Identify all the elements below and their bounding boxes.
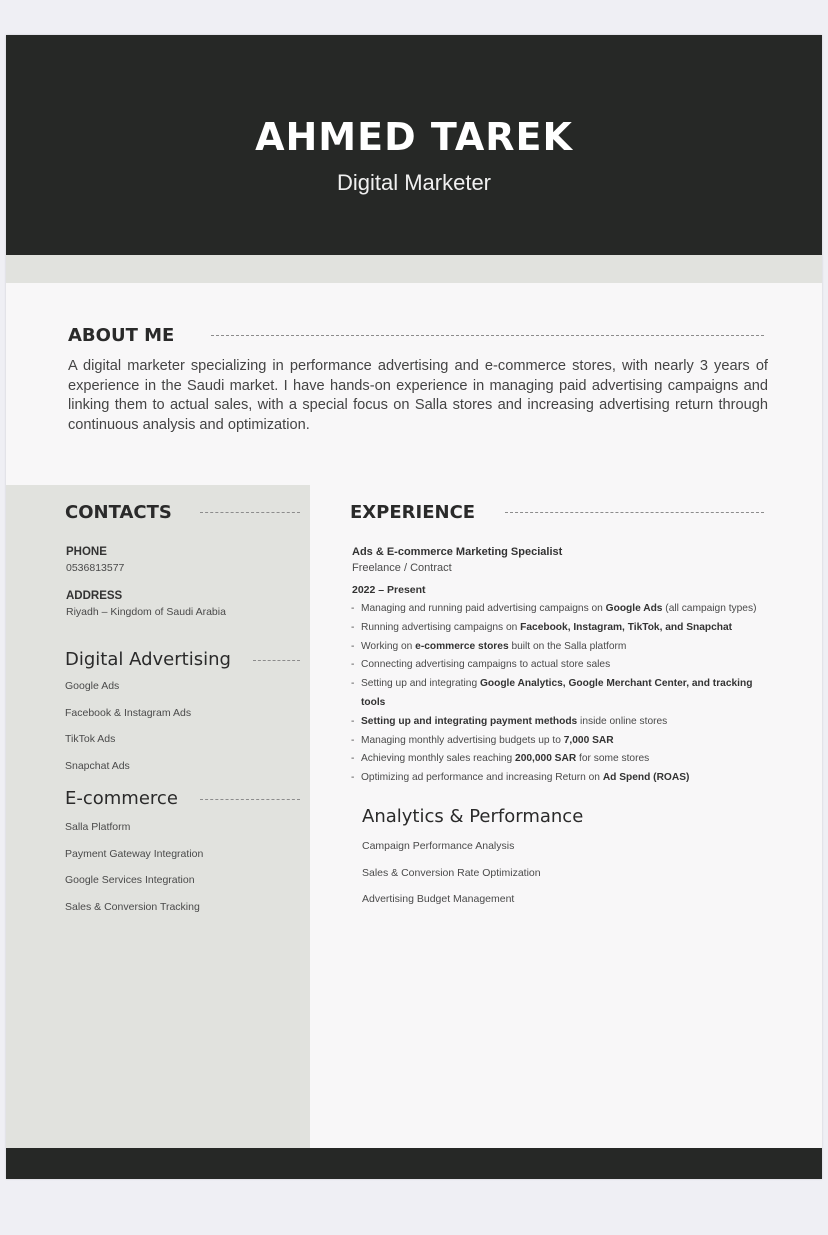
sidebar <box>6 485 310 1148</box>
list-item: - Working on e-commerce stores built on the Salla platform <box>349 638 769 657</box>
header-banner <box>6 35 822 255</box>
person-name: AHMED TAREK <box>255 115 573 159</box>
digital-advertising-list <box>65 680 191 787</box>
list-item: Google Services Integration <box>65 874 195 887</box>
list-item: TikTok Ads <box>65 733 116 746</box>
digital-advertising-heading: Digital Advertising <box>65 649 231 670</box>
digital-advertising-divider <box>253 660 300 661</box>
experience-heading: EXPERIENCE <box>350 502 476 523</box>
contacts-divider <box>200 512 300 513</box>
about-heading: ABOUT ME <box>68 325 175 346</box>
list-item: Payment Gateway Integration <box>65 847 204 860</box>
about-divider <box>211 335 764 336</box>
list-item: Sales & Conversion Rate Optimization <box>362 866 541 879</box>
list-item: - Connecting advertising campaigns to actual store sales <box>349 656 769 675</box>
ecommerce-heading: E-commerce <box>65 788 178 809</box>
about-text: A digital marketer specializing in performance advertising and e-commerce stores, with nearly 3 years of experience in the Saudi market. I have hands-on experience in managing paid advertising campaigns and linking them to actual sales, with a special focus on Salla stores and increasing advertising return through continuous analysis and optimization. <box>68 358 768 433</box>
list-item: - Running advertising campaigns on Facebook, Instagram, TikTok, and Snapchat <box>349 619 769 638</box>
list-item: - Setting up and integrating payment methods inside online stores <box>349 713 769 732</box>
phone-label: PHONE <box>66 546 107 558</box>
list-item: Salla Platform <box>65 821 131 833</box>
list-item: - Achieving monthly sales reaching 200,000 SAR for some stores <box>349 750 769 769</box>
experience-period: 2022 – Present <box>352 584 426 596</box>
address-value: Riyadh – Kingdom of Saudi Arabia <box>66 606 226 618</box>
ecommerce-list <box>65 821 203 928</box>
list-item: - Optimizing ad performance and increasing Return on Ad Spend (ROAS) <box>349 769 769 788</box>
experience-role: Ads & E-commerce Marketing Specialist <box>352 546 563 558</box>
list-item: Advertising Budget Management <box>362 893 515 906</box>
list-item: Sales & Conversion Tracking <box>65 901 200 914</box>
list-item: - Managing and running paid advertising campaigns on Google Ads (all campaign types) <box>349 600 769 619</box>
experience-divider <box>505 512 764 513</box>
address-label: ADDRESS <box>66 590 123 602</box>
analytics-list <box>362 840 541 920</box>
footer-bar <box>6 1148 822 1179</box>
job-title: Digital Marketer <box>336 170 492 195</box>
list-item: Facebook & Instagram Ads <box>65 706 192 719</box>
ecommerce-divider <box>200 799 300 800</box>
list-item: Google Ads <box>65 680 120 692</box>
analytics-heading: Analytics & Performance <box>362 806 584 827</box>
list-item: - Managing monthly advertising budgets up to 7,000 SAR <box>349 732 769 751</box>
experience-bullets <box>349 600 769 788</box>
resume-page <box>6 35 822 1179</box>
experience-type: Freelance / Contract <box>352 562 452 574</box>
contacts-heading: CONTACTS <box>65 502 172 523</box>
list-item: Campaign Performance Analysis <box>362 840 515 852</box>
list-item: Snapchat Ads <box>65 760 130 773</box>
phone-value: 0536813577 <box>66 562 125 574</box>
header-band <box>6 255 822 283</box>
list-item: - Setting up and integrating Google Analytics, Google Merchant Center, and tracking tools <box>349 675 769 713</box>
